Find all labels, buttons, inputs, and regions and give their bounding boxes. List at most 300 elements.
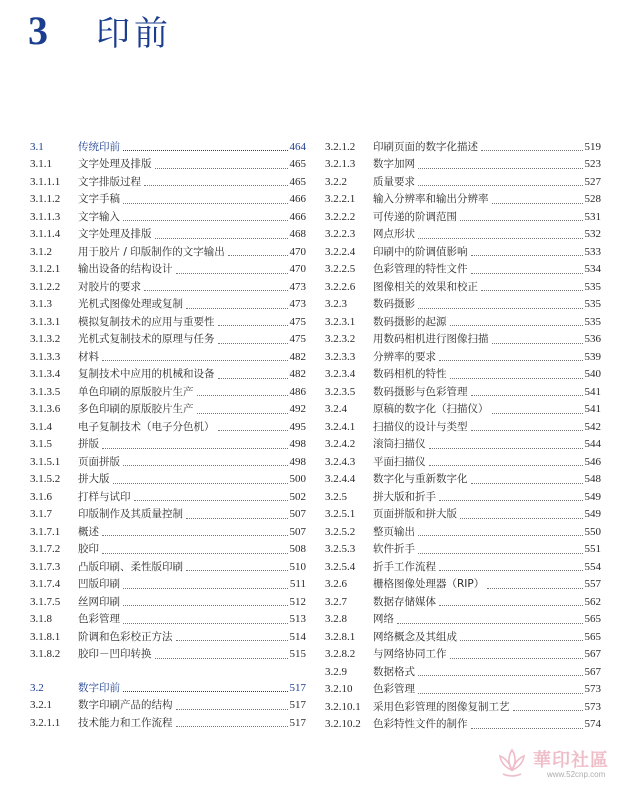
- toc-entry[interactable]: [325, 523, 601, 541]
- toc-entry-page: 565: [584, 613, 601, 626]
- toc-entry-number: 3.2.5.3: [325, 543, 356, 556]
- toc-entry-number: 3.1.3.3: [30, 350, 61, 363]
- toc-entry-page: 473: [289, 298, 306, 311]
- toc-entry[interactable]: [30, 296, 306, 314]
- toc-entry-leader: [450, 378, 583, 379]
- toc-entry-leader: [155, 168, 288, 169]
- toc-entry-number: 3.1.7.5: [30, 595, 61, 608]
- toc-entry-page: 536: [584, 333, 601, 346]
- toc-entry[interactable]: [30, 173, 306, 191]
- toc-entry[interactable]: [30, 714, 306, 732]
- toc-entry-page: 466: [289, 210, 306, 223]
- toc-entry-leader: [492, 203, 583, 204]
- toc-entry-number: 3.2.4.2: [325, 438, 356, 451]
- toc-entry-number: 3.1.1.2: [30, 193, 61, 206]
- toc-entry-number: 3.1.3.4: [30, 368, 61, 381]
- toc-entry-title: 与网络协同工作: [373, 648, 447, 661]
- toc-entry-leader: [513, 710, 583, 711]
- toc-entry-leader: [460, 518, 583, 519]
- toc-entry[interactable]: [30, 208, 306, 226]
- toc-entry[interactable]: [30, 436, 306, 454]
- toc-entry-number: 3.2.9: [325, 665, 347, 678]
- toc-entry-title: 滚筒扫描仪: [373, 438, 426, 451]
- toc-entry-page: 565: [584, 630, 601, 643]
- toc-entry-title: 光机式复制技术的原理与任务: [78, 333, 215, 346]
- toc-entry-number: 3.2: [30, 681, 44, 694]
- chapter-title: 印前: [96, 13, 172, 54]
- toc-entry-number: 3.1.1.4: [30, 228, 61, 241]
- toc-entry-title: 可传递的阶调范围: [373, 210, 457, 223]
- toc-entry-leader: [218, 325, 288, 326]
- toc-entry-page: 541: [584, 403, 601, 416]
- toc-entry-number: 3.2.3.4: [325, 368, 356, 381]
- toc-entry-number: 3.1.3: [30, 298, 52, 311]
- toc-entry-leader: [487, 588, 582, 589]
- toc-entry[interactable]: [325, 628, 601, 646]
- toc-entry[interactable]: [30, 191, 306, 209]
- toc-entry-leader: [439, 500, 583, 501]
- toc-entry-leader: [176, 726, 288, 727]
- toc-entry-title: 整页输出: [373, 525, 415, 538]
- toc-entry-page: 574: [584, 718, 601, 731]
- toc-entry-leader: [492, 413, 583, 414]
- toc-entry[interactable]: [30, 226, 306, 244]
- toc-entry[interactable]: [30, 523, 306, 541]
- toc-entry-number: 3.2.2.4: [325, 245, 356, 258]
- toc-entry[interactable]: [325, 558, 601, 576]
- watermark-url: www.52cnp.com: [547, 770, 606, 779]
- toc-entry-number: 3.2.2.2: [325, 210, 356, 223]
- toc-entry-number: 3.2.3.2: [325, 333, 356, 346]
- toc-entry-number: 3.1.5.2: [30, 473, 61, 486]
- toc-entry-title: 数码相机的特性: [373, 368, 447, 381]
- toc-entry-number: 3.2.5.4: [325, 560, 356, 573]
- toc-entry-title: 色彩管理: [373, 683, 415, 696]
- toc-entry-title: 印版制作及其质量控制: [78, 508, 183, 521]
- toc-entry-number: 3.2.5: [325, 490, 347, 503]
- toc-entry-leader: [155, 658, 288, 659]
- toc-entry-page: 492: [289, 403, 306, 416]
- toc-entry-page: 473: [289, 280, 306, 293]
- toc-entry-page: 498: [289, 438, 306, 451]
- toc-entry-title: 色彩管理: [78, 613, 120, 626]
- toc-entry-leader: [450, 658, 583, 659]
- toc-entry-title: 输出设备的结构设计: [78, 263, 173, 276]
- toc-entry-number: 3.2.8.1: [325, 630, 356, 643]
- toc-entry-number: 3.2.3.1: [325, 315, 356, 328]
- toc-entry-leader: [429, 448, 583, 449]
- toc-entry[interactable]: [325, 663, 601, 681]
- toc-entry-title: 栅格图像处理器（RIP）: [373, 578, 485, 591]
- toc-entry[interactable]: [325, 611, 601, 629]
- toc-entry[interactable]: [325, 243, 601, 261]
- toc-entry-page: 540: [584, 368, 601, 381]
- toc-entry-number: 3.2.3: [325, 298, 347, 311]
- toc-entry-page: 507: [289, 508, 306, 521]
- toc-right-column: [325, 138, 601, 733]
- toc-entry-page: 549: [584, 490, 601, 503]
- toc-entry-leader: [418, 675, 583, 676]
- toc-entry-leader: [418, 185, 583, 186]
- toc-entry-page: 557: [584, 578, 601, 591]
- toc-entry-page: 528: [584, 193, 601, 206]
- toc-entry-title: 文字处理及排版: [78, 228, 152, 241]
- toc-entry[interactable]: [325, 506, 601, 524]
- toc-entry[interactable]: [325, 348, 601, 366]
- toc-entry-leader: [102, 535, 288, 536]
- toc-entry-number: 3.2.8.2: [325, 648, 356, 661]
- toc-entry-title: 图像相关的效果和校正: [373, 280, 478, 293]
- toc-entry[interactable]: [325, 646, 601, 664]
- toc-entry[interactable]: [325, 488, 601, 506]
- toc-entry-leader: [418, 238, 583, 239]
- toc-entry-page: 510: [289, 560, 306, 573]
- toc-entry-leader: [228, 255, 288, 256]
- toc-entry-number: 3.2.3.3: [325, 350, 356, 363]
- toc-entry[interactable]: [30, 558, 306, 576]
- lotus-logo-icon: [495, 746, 529, 780]
- toc-entry[interactable]: [325, 366, 601, 384]
- toc-entry-number: 3.2.2.5: [325, 263, 356, 276]
- toc-entry-number: 3.2.4.1: [325, 420, 356, 433]
- toc-entry[interactable]: [325, 681, 601, 699]
- toc-entry-number: 3.2.10: [325, 683, 353, 696]
- toc-entry[interactable]: [325, 593, 601, 611]
- toc-entry[interactable]: [325, 541, 601, 559]
- toc-entry-title: 平面扫描仪: [373, 455, 426, 468]
- toc-entry-number: 3.2.2.1: [325, 193, 356, 206]
- toc-entry[interactable]: [30, 138, 306, 156]
- toc-entry[interactable]: [325, 138, 601, 156]
- toc-entry-page: 535: [584, 298, 601, 311]
- toc-entry-title: 光机式图像处理或复制: [78, 298, 183, 311]
- toc-entry-title: 页面拼版和拼大版: [373, 508, 457, 521]
- toc-entry-leader: [471, 430, 583, 431]
- toc-entry-page: 517: [289, 681, 306, 694]
- toc-entry-title: 传统印前: [78, 140, 120, 153]
- toc-entry-number: 3.2.2.6: [325, 280, 356, 293]
- toc-entry-leader: [186, 518, 288, 519]
- toc-entry-number: 3.2.1.2: [325, 140, 356, 153]
- toc-left-column: [30, 138, 306, 732]
- toc-entry-page: 502: [289, 490, 306, 503]
- toc-entry[interactable]: [325, 278, 601, 296]
- toc-entry-number: 3.1.8.2: [30, 648, 61, 661]
- toc-entry-title: 分辨率的要求: [373, 350, 436, 363]
- toc-entry-number: 3.1.1.3: [30, 210, 61, 223]
- toc-entry[interactable]: [30, 278, 306, 296]
- toc-entry[interactable]: [325, 208, 601, 226]
- toc-entry[interactable]: [30, 348, 306, 366]
- toc-entry-number: 3.2.5.2: [325, 525, 356, 538]
- toc-entry-title: 复制技术中应用的机械和设备: [78, 368, 215, 381]
- toc-entry-leader: [481, 290, 583, 291]
- toc-entry-number: 3.2.4.3: [325, 455, 356, 468]
- toc-entry[interactable]: [325, 436, 601, 454]
- toc-entry-title: 页面拼版: [78, 455, 120, 468]
- toc-entry-number: 3.2.4: [325, 403, 347, 416]
- toc-entry-page: 573: [584, 700, 601, 713]
- toc-entry-page: 517: [289, 716, 306, 729]
- toc-entry-title: 数码摄影与色彩管理: [373, 385, 468, 398]
- toc-entry[interactable]: [325, 383, 601, 401]
- toc-entry-leader: [439, 360, 583, 361]
- watermark-brand: 華印社區: [533, 750, 609, 771]
- watermark: [495, 744, 621, 784]
- toc-entry-page: 512: [289, 595, 306, 608]
- toc-entry-number: 3.1.7: [30, 508, 52, 521]
- toc-entry-number: 3.1.3.5: [30, 385, 61, 398]
- toc-entry-leader: [186, 570, 288, 571]
- toc-entry-number: 3.1.3.6: [30, 403, 61, 416]
- toc-entry-leader: [471, 273, 583, 274]
- toc-entry-page: 495: [289, 420, 306, 433]
- toc-entry[interactable]: [30, 488, 306, 506]
- toc-entry[interactable]: [325, 453, 601, 471]
- toc-entry-title: 文字排版过程: [78, 175, 141, 188]
- toc-entry-leader: [450, 325, 583, 326]
- toc-entry-title: 色彩特性文件的制作: [373, 718, 468, 731]
- toc-entry[interactable]: [30, 331, 306, 349]
- toc-entry-title: 凸版印刷、柔性版印刷: [78, 560, 183, 573]
- toc-entry-title: 用数码相机进行图像扫描: [373, 333, 489, 346]
- toc-entry[interactable]: [325, 471, 601, 489]
- toc-entry-leader: [492, 343, 583, 344]
- toc-entry-page: 470: [289, 245, 306, 258]
- toc-entry-title: 阶调和色彩校正方法: [78, 630, 173, 643]
- toc-entry-title: 数字加网: [373, 158, 415, 171]
- toc-entry-number: 3.2.8: [325, 613, 347, 626]
- toc-entry-leader: [123, 605, 288, 606]
- toc-entry-title: 概述: [78, 525, 99, 538]
- toc-entry-leader: [102, 553, 288, 554]
- toc-entry-number: 3.1.7.3: [30, 560, 61, 573]
- toc-entry[interactable]: [30, 418, 306, 436]
- toc-entry-page: 551: [584, 543, 601, 556]
- toc-entry[interactable]: [30, 611, 306, 629]
- toc-entry[interactable]: [325, 226, 601, 244]
- toc-entry[interactable]: [30, 156, 306, 174]
- toc-entry-number: 3.2.1.3: [325, 158, 356, 171]
- toc-entry-number: 3.2.4.4: [325, 473, 356, 486]
- toc-entry-leader: [176, 273, 288, 274]
- toc-entry-page: 514: [289, 630, 306, 643]
- toc-entry-title: 凹版印刷: [78, 578, 120, 591]
- toc-entry-title: 网络概念及其组成: [373, 630, 457, 643]
- toc-entry-leader: [218, 378, 288, 379]
- toc-entry-page: 464: [289, 140, 306, 153]
- toc-entry-title: 数字化与重新数字化: [373, 473, 468, 486]
- toc-entry-leader: [439, 605, 583, 606]
- toc-entry-page: 539: [584, 350, 601, 363]
- toc-entry-page: 567: [584, 665, 601, 678]
- toc-entry-page: 513: [289, 613, 306, 626]
- toc-entry-number: 3.2.6: [325, 578, 347, 591]
- toc-entry-leader: [429, 465, 583, 466]
- toc-entry-number: 3.1.7.2: [30, 543, 61, 556]
- toc-entry-title: 用于胶片 / 印版制作的文字输出: [78, 245, 225, 258]
- toc-entry-page: 567: [584, 648, 601, 661]
- toc-entry-number: 3.2.10.1: [325, 700, 361, 713]
- toc-entry[interactable]: [325, 313, 601, 331]
- toc-entry[interactable]: [325, 716, 601, 734]
- toc-entry[interactable]: [325, 576, 601, 594]
- toc-entry-leader: [176, 640, 288, 641]
- toc-entry-page: 550: [584, 525, 601, 538]
- toc-entry-leader: [113, 483, 288, 484]
- toc-entry-page: 482: [289, 350, 306, 363]
- toc-entry-title: 丝网印刷: [78, 595, 120, 608]
- toc-entry-page: 542: [584, 420, 601, 433]
- toc-entry-page: 534: [584, 263, 601, 276]
- toc-entry-leader: [197, 413, 288, 414]
- toc-entry-leader: [144, 290, 288, 291]
- toc-entry[interactable]: [30, 453, 306, 471]
- toc-entry-page: 498: [289, 455, 306, 468]
- toc-entry-title: 拼大版: [78, 473, 110, 486]
- toc-entry[interactable]: [30, 366, 306, 384]
- toc-entry[interactable]: [30, 646, 306, 664]
- toc-entry-page: 535: [584, 280, 601, 293]
- toc-entry-leader: [176, 709, 288, 710]
- toc-entry[interactable]: [30, 401, 306, 419]
- toc-entry-page: 517: [289, 699, 306, 712]
- toc-entry-title: 文字手稿: [78, 193, 120, 206]
- toc-entry-page: 523: [584, 158, 601, 171]
- toc-entry[interactable]: [30, 697, 306, 715]
- toc-entry-page: 511: [289, 578, 306, 591]
- toc-entry-page: 533: [584, 245, 601, 258]
- toc-entry-number: 3.1.8: [30, 613, 52, 626]
- toc-entry-title: 电子复制技术（电子分色机）: [78, 420, 215, 433]
- toc-entry-leader: [197, 395, 288, 396]
- toc-entry-title: 胶印－凹印转换: [78, 648, 152, 661]
- toc-entry-leader: [155, 238, 288, 239]
- toc-entry[interactable]: [325, 173, 601, 191]
- toc-entry-title: 数字印前: [78, 681, 120, 694]
- toc-entry-title: 输入分辨率和输出分辨率: [373, 193, 489, 206]
- toc-entry-number: 3.2.10.2: [325, 718, 361, 731]
- toc-entry-leader: [144, 185, 288, 186]
- toc-entry[interactable]: [30, 243, 306, 261]
- toc-entry-leader: [134, 500, 288, 501]
- toc-entry-leader: [123, 203, 288, 204]
- toc-entry-title: 原稿的数字化（扫描仪）: [373, 403, 489, 416]
- toc-entry[interactable]: [325, 698, 601, 716]
- toc-entry-page: 475: [289, 315, 306, 328]
- toc-entry[interactable]: [325, 418, 601, 436]
- toc-entry[interactable]: [30, 506, 306, 524]
- toc-entry-page: 465: [289, 158, 306, 171]
- toc-entry-leader: [471, 395, 583, 396]
- chapter-number: 3: [28, 7, 48, 53]
- toc-entry-page: 470: [289, 263, 306, 276]
- toc-entry-page: 475: [289, 333, 306, 346]
- toc-entry-leader: [123, 220, 288, 221]
- toc-entry-leader: [471, 483, 583, 484]
- toc-entry-page: 507: [289, 525, 306, 538]
- toc-entry-leader: [186, 308, 288, 309]
- toc-entry-page: 466: [289, 193, 306, 206]
- toc-entry-title: 扫描仪的设计与类型: [373, 420, 468, 433]
- toc-entry-page: 573: [584, 683, 601, 696]
- toc-entry-title: 网点形状: [373, 228, 415, 241]
- toc-entry[interactable]: [30, 541, 306, 559]
- toc-entry[interactable]: [325, 156, 601, 174]
- toc-entry-title: 数字印刷产品的结构: [78, 699, 173, 712]
- toc-entry-page: 468: [289, 228, 306, 241]
- toc-entry-number: 3.1.1: [30, 158, 52, 171]
- toc-entry-title: 采用色彩管理的图像复制工艺: [373, 700, 510, 713]
- toc-entry-title: 折手工作流程: [373, 560, 436, 573]
- toc-entry-leader: [418, 553, 583, 554]
- toc-entry-title: 对胶片的要求: [78, 280, 141, 293]
- toc-entry[interactable]: [30, 576, 306, 594]
- toc-entry[interactable]: [30, 383, 306, 401]
- toc-entry-page: 562: [584, 595, 601, 608]
- toc-entry[interactable]: [30, 313, 306, 331]
- toc-entry-number: 3.1.1.1: [30, 175, 61, 188]
- toc-entry-title: 质量要求: [373, 175, 415, 188]
- toc-entry-number: 3.1.4: [30, 420, 52, 433]
- toc-entry-leader: [471, 255, 583, 256]
- toc-entry[interactable]: [30, 261, 306, 279]
- toc-entry[interactable]: [30, 593, 306, 611]
- toc-entry-leader: [123, 150, 288, 151]
- toc-entry-page: 541: [584, 385, 601, 398]
- toc-entry-page: 535: [584, 315, 601, 328]
- toc-entry-page: 508: [289, 543, 306, 556]
- toc-entry-leader: [123, 691, 288, 692]
- toc-entry-page: 546: [584, 455, 601, 468]
- toc-entry-page: 482: [289, 368, 306, 381]
- toc-entry[interactable]: [325, 401, 601, 419]
- toc-entry-number: 3.1: [30, 140, 44, 153]
- toc-entry-title: 材料: [78, 350, 99, 363]
- toc-entry-leader: [218, 430, 288, 431]
- toc-entry[interactable]: [30, 628, 306, 646]
- toc-entry-title: 胶印: [78, 543, 99, 556]
- toc-entry-title: 网络: [373, 613, 394, 626]
- toc-entry-number: 3.1.5.1: [30, 455, 61, 468]
- toc-entry-title: 色彩管理的特性文件: [373, 263, 468, 276]
- toc-entry[interactable]: [325, 296, 601, 314]
- toc-entry-page: 554: [584, 560, 601, 573]
- toc-entry-leader: [102, 448, 288, 449]
- toc-entry-number: 3.1.2.2: [30, 280, 61, 293]
- toc-entry[interactable]: [30, 471, 306, 489]
- toc-entry[interactable]: [325, 191, 601, 209]
- toc-entry-number: 3.2.3.5: [325, 385, 356, 398]
- toc-entry-number: 3.2.1.1: [30, 716, 61, 729]
- toc-entry-page: 500: [289, 473, 306, 486]
- toc-entry-leader: [218, 343, 288, 344]
- toc-entry-number: 3.2.2: [325, 175, 347, 188]
- toc-entry-number: 3.1.2: [30, 245, 52, 258]
- toc-entry-leader: [418, 308, 583, 309]
- toc-entry-number: 3.2.5.1: [325, 508, 356, 521]
- toc-entry-title: 软件折手: [373, 543, 415, 556]
- toc-entry[interactable]: [325, 261, 601, 279]
- toc-entry[interactable]: [325, 331, 601, 349]
- toc-entry-leader: [460, 640, 583, 641]
- toc-entry-page: 527: [584, 175, 601, 188]
- toc-entry[interactable]: [30, 679, 306, 697]
- toc-entry-number: 3.1.6: [30, 490, 52, 503]
- toc-entry-page: 549: [584, 508, 601, 521]
- toc-entry-title: 数据格式: [373, 665, 415, 678]
- toc-entry-leader: [397, 623, 583, 624]
